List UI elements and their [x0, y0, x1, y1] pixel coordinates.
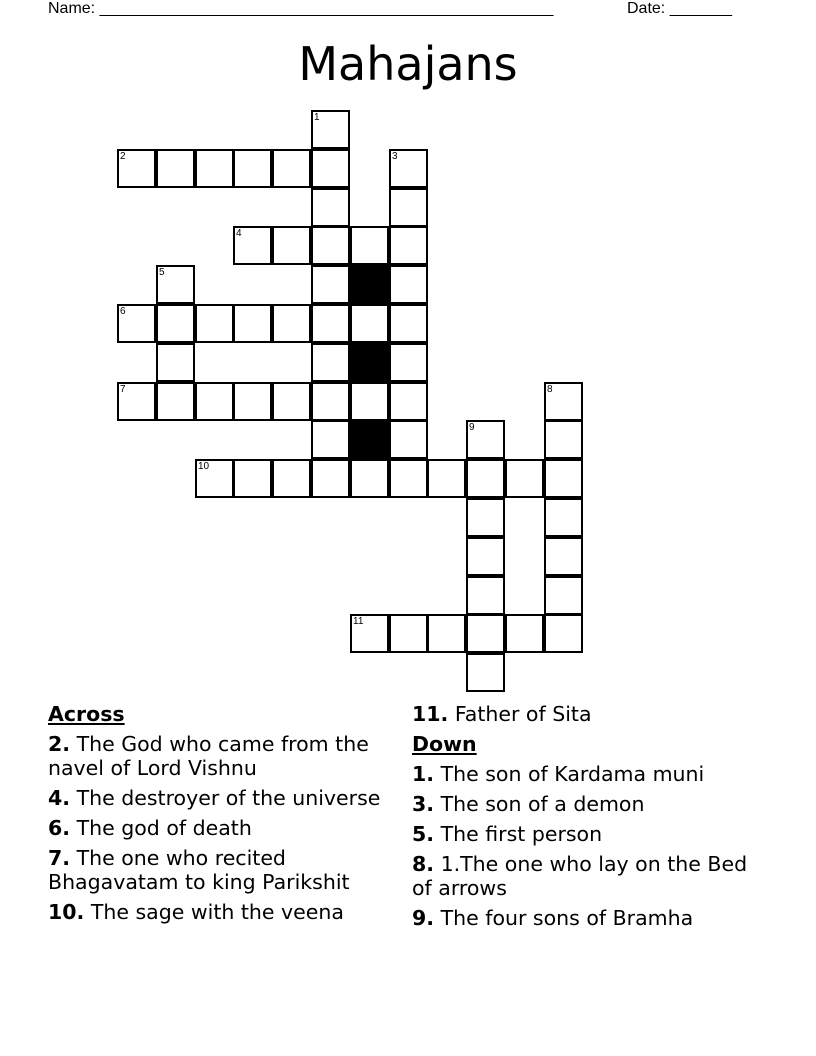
grid-cell[interactable] [350, 226, 389, 265]
grid-cell[interactable] [544, 498, 583, 537]
grid-cell[interactable] [156, 343, 195, 382]
grid-cell[interactable] [427, 459, 466, 498]
grid-cell[interactable] [389, 420, 428, 459]
cell-number: 9 [469, 422, 475, 433]
grid-cell[interactable] [311, 420, 350, 459]
clue-column-left [48, 702, 393, 930]
grid-cell[interactable] [427, 614, 466, 653]
grid-cell[interactable] [544, 459, 583, 498]
across-clue [48, 786, 393, 810]
down-clue [412, 852, 757, 900]
grid-cell[interactable] [544, 382, 583, 421]
clue-number: 3. [412, 792, 435, 816]
grid-cell[interactable] [156, 304, 195, 343]
clue-text: The God who came from the navel of Lord Vishnu [48, 732, 369, 780]
grid-cell[interactable] [311, 265, 350, 304]
across-clue [48, 900, 393, 924]
grid-cell[interactable] [389, 614, 428, 653]
across-clue [412, 702, 757, 726]
down-clue [412, 792, 757, 816]
grid-cell[interactable] [195, 382, 234, 421]
across-clue [48, 846, 393, 894]
grid-cell[interactable] [466, 537, 505, 576]
clue-text: The one who recited Bhagavatam to king Parikshit [48, 846, 350, 894]
grid-cell[interactable] [272, 149, 311, 188]
grid-cell[interactable] [233, 459, 272, 498]
grid-cell[interactable] [233, 304, 272, 343]
grid-cell[interactable] [272, 382, 311, 421]
clue-number: 5. [412, 822, 435, 846]
clue-number: 6. [48, 816, 71, 840]
clue-number: 4. [48, 786, 71, 810]
clue-number: 1. [412, 762, 435, 786]
clue-number: 9. [412, 906, 435, 930]
grid-cell[interactable] [117, 304, 156, 343]
grid-cell[interactable] [311, 459, 350, 498]
grid-cell[interactable] [389, 459, 428, 498]
grid-block [350, 343, 389, 382]
grid-cell[interactable] [311, 149, 350, 188]
grid-cell[interactable] [389, 226, 428, 265]
grid-cell[interactable] [466, 614, 505, 653]
clue-number: 11. [412, 702, 449, 726]
grid-cell[interactable] [311, 188, 350, 227]
clue-text: The first person [440, 822, 603, 846]
grid-cell[interactable] [272, 459, 311, 498]
grid-cell[interactable] [156, 265, 195, 304]
grid-cell[interactable] [544, 576, 583, 615]
across-clue [48, 816, 393, 840]
clue-number: 10. [48, 900, 85, 924]
grid-cell[interactable] [466, 498, 505, 537]
down-heading: Down [412, 732, 477, 756]
clue-number: 7. [48, 846, 71, 870]
grid-cell[interactable] [195, 304, 234, 343]
grid-cell[interactable] [466, 653, 505, 692]
clue-text: The destroyer of the universe [76, 786, 381, 810]
grid-cell[interactable] [272, 226, 311, 265]
grid-cell[interactable] [505, 614, 544, 653]
grid-cell[interactable] [389, 343, 428, 382]
grid-cell[interactable] [311, 382, 350, 421]
grid-cell[interactable] [195, 459, 234, 498]
grid-cell[interactable] [311, 343, 350, 382]
clue-text: The son of a demon [440, 792, 645, 816]
down-clue [412, 906, 757, 930]
date-field-label: Date: _______ [627, 0, 732, 17]
grid-block [350, 265, 389, 304]
grid-cell[interactable] [389, 304, 428, 343]
grid-block [350, 420, 389, 459]
cell-number: 8 [547, 384, 553, 395]
grid-cell[interactable] [389, 188, 428, 227]
clue-column-right [412, 702, 757, 936]
grid-cell[interactable] [195, 149, 234, 188]
clue-list [48, 702, 768, 1002]
grid-cell[interactable] [389, 149, 428, 188]
grid-cell[interactable] [311, 226, 350, 265]
across-heading: Across [48, 702, 125, 726]
grid-cell[interactable] [117, 382, 156, 421]
clue-text: 1.The one who lay on the Bed of arrows [412, 852, 748, 900]
cell-number: 3 [392, 151, 398, 162]
cell-number: 5 [159, 267, 165, 278]
cell-number: 2 [120, 151, 126, 162]
grid-cell[interactable] [466, 420, 505, 459]
grid-cell[interactable] [156, 382, 195, 421]
grid-cell[interactable] [350, 459, 389, 498]
grid-cell[interactable] [350, 304, 389, 343]
grid-cell[interactable] [544, 420, 583, 459]
name-field-label: Name: ___________________________________________________ [48, 0, 554, 17]
grid-cell[interactable] [350, 382, 389, 421]
puzzle-title: Mahajans [298, 37, 518, 91]
cell-number: 6 [120, 306, 126, 317]
grid-cell[interactable] [311, 304, 350, 343]
cell-number: 7 [120, 384, 126, 395]
clue-text: Father of Sita [454, 702, 592, 726]
grid-cell[interactable] [156, 149, 195, 188]
clue-number: 2. [48, 732, 71, 756]
clue-text: The four sons of Bramha [440, 906, 694, 930]
clue-text: The god of death [76, 816, 252, 840]
grid-cell[interactable] [466, 459, 505, 498]
cell-number: 11 [353, 616, 364, 627]
grid-cell[interactable] [233, 382, 272, 421]
grid-cell[interactable] [350, 614, 389, 653]
down-clue [412, 822, 757, 846]
grid-cell[interactable] [466, 576, 505, 615]
grid-cell[interactable] [117, 149, 156, 188]
down-clue [412, 762, 757, 786]
grid-cell[interactable] [505, 459, 544, 498]
clue-number: 8. [412, 852, 435, 876]
grid-cell[interactable] [389, 265, 428, 304]
across-clue [48, 732, 393, 780]
cell-number: 10 [198, 461, 210, 472]
grid-cell[interactable] [311, 110, 350, 149]
grid-cell[interactable] [233, 226, 272, 265]
clue-text: The son of Kardama muni [440, 762, 705, 786]
cell-number: 1 [314, 112, 320, 123]
grid-cell[interactable] [272, 304, 311, 343]
grid-cell[interactable] [544, 537, 583, 576]
cell-number: 4 [236, 228, 242, 239]
clue-text: The sage with the veena [90, 900, 344, 924]
grid-cell[interactable] [233, 149, 272, 188]
grid-cell[interactable] [389, 382, 428, 421]
grid-cell[interactable] [544, 614, 583, 653]
